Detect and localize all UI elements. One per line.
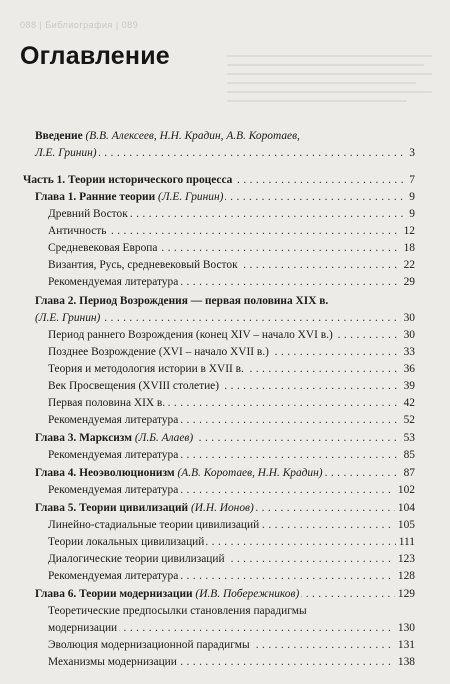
toc-entry-text: [48, 552, 227, 567]
toc-entry-text: [48, 379, 221, 394]
toc-page-number: 3: [406, 146, 415, 161]
toc-entry-text: [48, 275, 180, 290]
toc-entry-text: [35, 311, 102, 326]
toc-page-number: 22: [401, 258, 415, 273]
toc-page-number: 7: [406, 173, 415, 188]
toc-page-number: 30: [401, 328, 415, 343]
toc-section-title: Рекомендуемая литература: [48, 449, 179, 461]
toc-section-title: Рекомендуемая литература: [48, 484, 179, 496]
toc-entry-text: [23, 173, 234, 188]
toc-entry-text: [48, 345, 271, 360]
toc-page-number: 53: [401, 431, 415, 446]
toc-section-title: Рекомендуемая литература: [48, 414, 179, 426]
toc-page-number: 12: [401, 224, 415, 239]
toc-page-number: 128: [395, 569, 415, 584]
toc-heading: Глава 4. Неоэволюционизм: [35, 467, 175, 479]
toc-author: (Л.Е. Гринин): [35, 312, 101, 324]
toc-page-number: 105: [395, 518, 415, 533]
toc-section-title: Век Просвещения (XVIII столетие): [48, 380, 220, 392]
toc-section-title: Средневековая Европа: [48, 242, 158, 254]
toc-heading: Введение: [35, 130, 83, 142]
toc-entry-text: [48, 448, 180, 463]
toc-section-title: Теория и методология истории в XVII в.: [48, 363, 244, 375]
toc-page-number: 52: [401, 413, 415, 428]
toc-page-number: 130: [395, 621, 415, 636]
toc-page-number: 102: [395, 483, 415, 498]
toc-entry-text: [48, 413, 180, 428]
toc-page-number: 129: [395, 587, 415, 602]
toc-entry-text: [48, 535, 206, 550]
toc-entry-text: [35, 129, 302, 144]
toc-section-title: Византия, Русь, средневековый Восток: [48, 259, 238, 271]
toc-section-title: Рекомендуемая литература: [48, 276, 179, 288]
toc-section-title: Период раннего Возрождения (конец XIV – начало XVI в.): [48, 329, 333, 341]
toc-page-number: 33: [401, 345, 415, 360]
toc-page-number: 138: [395, 655, 415, 670]
toc-section-title: Эволюция модернизационной парадигмы: [48, 639, 250, 651]
toc-entry-text: [35, 431, 195, 446]
toc-section-title: модернизации: [48, 622, 118, 634]
toc-author: (И.В. Побережников): [192, 588, 300, 600]
toc-heading: Глава 5. Теории цивилизаций: [35, 502, 189, 514]
toc-entry-text: [35, 146, 99, 161]
toc-author: (Л.Е. Гринин): [155, 191, 224, 203]
toc-page-number: 9: [406, 190, 415, 205]
toc-section-title: Позднее Возрождение (XVI – начало XVII в.): [48, 346, 269, 358]
toc-page-number: 87: [401, 466, 415, 481]
toc-entry-text: [48, 569, 180, 584]
toc-page-number: 111: [396, 535, 415, 550]
toc-page-number: 36: [401, 362, 415, 377]
toc-entry-text: [48, 396, 167, 411]
toc-section-title: Линейно-стадиальные теории цивилизаций: [48, 519, 260, 531]
toc-heading: Глава 3. Марксизм: [35, 432, 132, 444]
toc-entry-text: [35, 587, 301, 602]
toc-section-title: Древний Восток: [48, 208, 128, 220]
toc-heading: Часть 1. Теории исторического процесса: [23, 174, 233, 186]
page-title: Оглавление: [20, 42, 170, 70]
toc-page-number: 29: [401, 275, 415, 290]
toc-section-title: Диалогические теории цивилизаций: [48, 553, 225, 565]
toc-entry-text: [35, 466, 325, 481]
toc-entry-text: [48, 621, 119, 636]
toc-section-title: Теории локальных цивилизаций: [48, 536, 205, 548]
toc-page-number: 131: [395, 638, 415, 653]
toc-entry-text: [48, 207, 130, 222]
toc-entry-text: [48, 483, 180, 498]
toc-entry-text: [48, 224, 108, 239]
toc-entry-text: [35, 501, 256, 516]
toc-author: (И.Н. Ионов): [188, 502, 254, 514]
toc-entry-text: [48, 362, 246, 377]
toc-author: (А.В. Коротаев, Н.Н. Крадин): [174, 467, 323, 479]
toc-section-title: Механизмы модернизации: [48, 656, 177, 668]
toc-section-title: Античность: [48, 225, 107, 237]
bleed-through-header: 088 | Библиография | 089: [20, 20, 139, 30]
toc-heading: Глава 2. Период Возрождения — первая половина XIX в.: [35, 295, 329, 307]
toc-entry-text: [48, 518, 261, 533]
toc-entry-text: [48, 328, 335, 343]
toc-section-title: Теоретические предпосылки становления парадигмы: [48, 605, 307, 617]
toc-page-number: 85: [401, 448, 415, 463]
toc-entry-text: [35, 190, 225, 205]
toc-page-number: 39: [401, 379, 415, 394]
toc-section-title: Первая половина XIX в.: [48, 397, 166, 409]
toc-page-number: 9: [406, 207, 415, 222]
toc-entry-text: [48, 638, 252, 653]
toc-page-number: 30: [401, 311, 415, 326]
toc-heading: Глава 6. Теории модернизации: [35, 588, 193, 600]
toc-page-number: 42: [401, 396, 415, 411]
toc-author: (В.В. Алексеев, Н.Н. Крадин, А.В. Коротаев,: [82, 130, 300, 142]
toc-entry-text: [35, 294, 330, 309]
toc-page-number: 18: [401, 241, 415, 256]
toc-heading: Глава 1. Ранние теории: [35, 191, 156, 203]
toc-entry-text: [48, 258, 240, 273]
toc-author: Л.Е. Гринин): [35, 147, 97, 159]
toc-entry-text: [48, 604, 309, 619]
toc-page-number: 123: [395, 552, 415, 567]
toc-entry-text: [48, 241, 159, 256]
toc-entry-text: [48, 655, 179, 670]
toc-author: (Л.Б. Алаев): [132, 432, 194, 444]
toc-section-title: Рекомендуемая литература: [48, 570, 179, 582]
toc-page-number: 104: [395, 501, 415, 516]
